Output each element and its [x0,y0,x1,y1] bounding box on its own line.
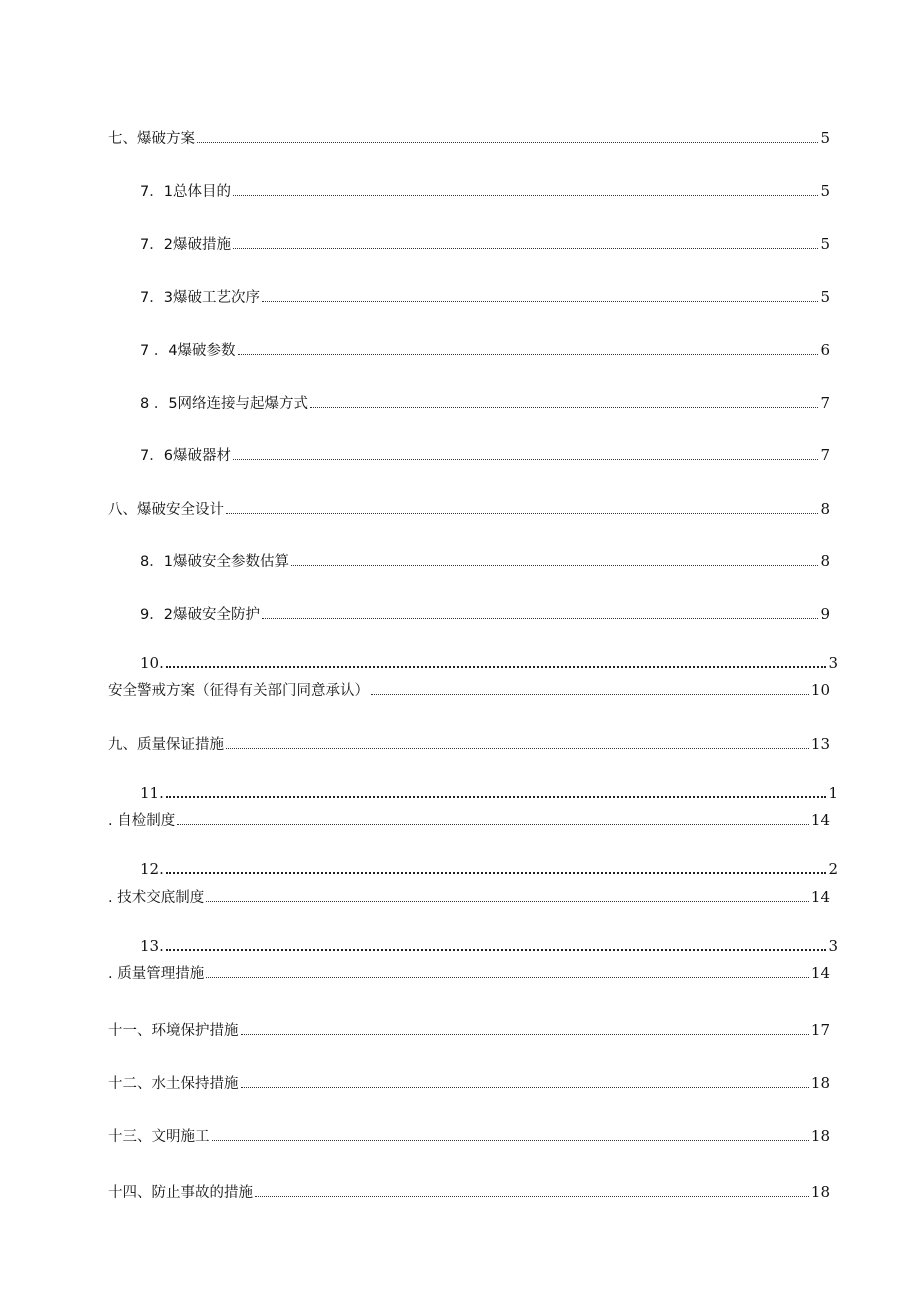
toc-leader [255,1195,809,1197]
toc-entry-page: 18 [810,1074,830,1092]
toc-entry-page: 2 [828,860,838,878]
toc-leader [166,795,827,798]
toc-entry-page: 9 [820,605,830,623]
toc-entry-page: 5 [820,288,830,306]
toc-entry-label: 11. [140,784,164,802]
toc-entry-page: 7 [820,446,830,464]
toc-leader [197,141,818,143]
toc-entry-label: 十三、文明施工 [108,1129,210,1145]
toc-leader [371,693,809,695]
toc-leader [241,1086,809,1088]
toc-entry-page: 13 [810,735,830,753]
toc-entry-label: . 技术交底制度 [108,890,205,906]
toc-leader [206,976,809,978]
toc-leader [310,406,818,408]
toc-entry[interactable] [140,444,830,466]
toc-entry-page: 14 [810,811,830,829]
toc-entry-label: . 自检制度 [108,813,176,829]
toc-entry[interactable] [108,127,830,149]
toc-entry-page: 14 [810,888,830,906]
toc-entry[interactable] [140,784,838,806]
toc-leader [226,512,818,514]
toc-entry-label: 十二、水土保持措施 [108,1076,239,1092]
toc-leader [291,564,819,566]
toc-entry-label: 7．6爆破器材 [140,448,231,464]
toc-entry-label: 7 ．4爆破参数 [140,343,236,359]
toc-entry-page: 3 [828,937,838,955]
toc-entry-label: 十一、环境保护措施 [108,1023,239,1039]
toc-entry-page: 5 [820,182,830,200]
toc-leader [233,247,819,249]
toc-entry-page: 3 [828,654,838,672]
toc-entry-page: 8 [820,500,830,518]
toc-entry-label: 13. [140,937,164,955]
toc-entry[interactable] [108,1181,830,1203]
toc-entry[interactable] [140,233,830,255]
toc-entry-page: 6 [820,341,830,359]
toc-entry-page: 10 [810,681,830,699]
toc-entry-label: 八、爆破安全设计 [108,502,224,518]
toc-leader [206,900,809,902]
toc-entry-page: 8 [820,552,830,570]
toc-entry-label: . 质量管理措施 [108,966,205,982]
toc-entry[interactable] [140,860,838,882]
toc-entry[interactable] [140,180,830,202]
toc-leader [226,747,809,749]
toc-entry-page: 1 [828,784,838,802]
toc-leader [166,665,827,668]
toc-entry-label: 10. [140,654,164,672]
toc-entry-label: 9．2爆破安全防护 [140,607,260,623]
toc-entry[interactable] [140,286,830,308]
toc-leader [262,300,819,302]
toc-entry[interactable] [108,733,830,755]
toc-leader [262,617,819,619]
toc-entry-label: 安全警戒方案（征得有关部门同意承认） [108,683,369,699]
toc-entry[interactable] [108,1072,830,1094]
toc-entry[interactable] [140,603,830,625]
toc-entry-label: 8 ．5网络连接与起爆方式 [140,396,309,412]
toc-entry[interactable] [108,679,830,701]
toc-entry-label: 九、质量保证措施 [108,737,224,753]
toc-leader [212,1139,809,1141]
toc-entry[interactable] [140,339,830,361]
toc-leader [166,871,827,874]
toc-entry-page: 18 [810,1183,830,1201]
toc-entry[interactable] [108,886,830,908]
toc-entry-label: 7．3爆破工艺次序 [140,290,260,306]
toc-leader [233,458,819,460]
toc-entry[interactable] [140,392,830,414]
toc-entry-page: 7 [820,394,830,412]
toc-leader [233,194,819,196]
toc-leader [166,948,827,951]
toc-entry[interactable] [140,550,830,572]
toc-entry-page: 18 [810,1127,830,1145]
toc-entry-label: 12. [140,860,164,878]
toc-entry-label: 7．1总体目的 [140,184,231,200]
toc-entry[interactable] [108,1125,830,1147]
toc-entry[interactable] [108,962,830,984]
toc-entry[interactable] [140,937,838,959]
toc-entry[interactable] [108,1019,830,1041]
toc-entry-page: 14 [810,964,830,982]
toc-entry-label: 七、爆破方案 [108,131,195,147]
toc-entry-label: 十四、防止事故的措施 [108,1185,253,1201]
toc-entry[interactable] [108,498,830,520]
toc-leader [238,353,819,355]
toc-entry-label: 7．2爆破措施 [140,237,231,253]
toc-entry[interactable] [108,809,830,831]
toc-entry-page: 5 [820,129,830,147]
toc-leader [241,1033,809,1035]
toc-entry[interactable] [140,654,838,676]
toc-leader [177,823,809,825]
toc-entry-page: 17 [810,1021,830,1039]
toc-entry-label: 8．1爆破安全参数估算 [140,554,289,570]
toc-entry-page: 5 [820,235,830,253]
